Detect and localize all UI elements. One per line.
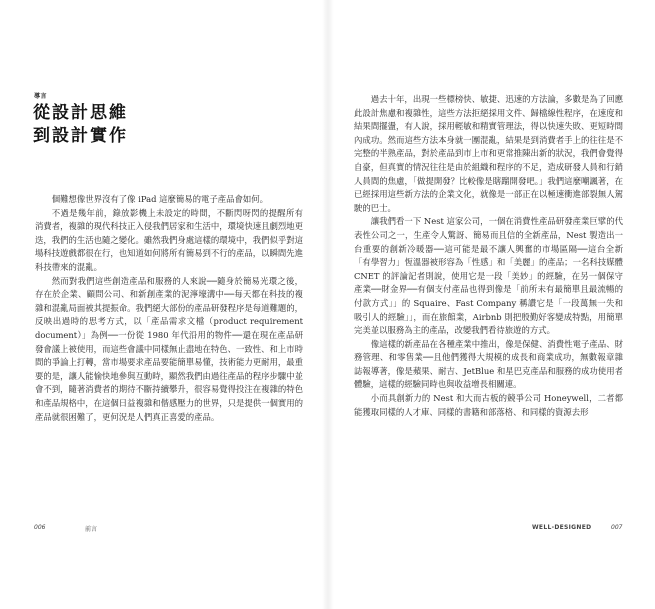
paragraph: 讓我們看一下 Nest 這家公司，一個在消費性產品研發產業巨擘的代表性公司之一，生產令人驚訝、簡易而且信的全新產品，Nest 製造出一台重要的創新冷暖器──這可能是最不讓人興奮的市場區隔──這台全新「有學習力」恆溫器被形容為「性感」和「美麗」的產品；一名科技媒體 CNET 的評論記者則說，使用它是一段「美妙」的經驗，在另一個保守產業──財金界──有個支付產品也得到像是「前所未有最簡單且最流暢的付款方式」」的 Squaire、Fast Company 稱讚它是「一段萬無一失和吸引人的經驗」」，而在旅館業，Airbnb 則把殷勤好客變成特點，用簡單完美並以服務為主的產品，改變我們看待旅遊的方式。 (354, 216, 623, 336)
title-line-2: 到設計實作 (33, 126, 128, 146)
right-page (328, 0, 655, 609)
paragraph: 不過是幾年前，錄放影機上未設定的時間，不斷閃呀閃的提醒所有消費者，複雜的現代科技正入侵我們居家和生活中，環境快速且劇烈地更迭，我們的生活也隨之變化。雖然我們身處這樣的環境中，我們似乎對這場科技遊戲都很在行，也知道如何將所有簡易到不行的產品，以瞬間先進科技帶來的混亂。 (35, 207, 303, 272)
section-label: 導言 (34, 93, 48, 100)
paragraph: 像這樣的新產品在各種產業中推出，像是保健、消費性電子產品、財務管理、和零售業──且他們獲得大規模的成長和商業成功，無數報章雜誌報導著，像是蘋果、耐吉、JetBlue 和星巴克產品和服務的成功使用者體驗，這樣的經驗同時也與收益增長相關連。 (354, 338, 623, 390)
left-body-text (35, 193, 303, 424)
left-page (0, 0, 327, 609)
left-page-number: 006 (34, 524, 46, 531)
right-running-head: WELL-DESIGNED (532, 524, 592, 531)
left-running-head: 前言 (85, 526, 98, 533)
paragraph: 然而對我們這些創造產品和服務的人來說──隨身於簡易光環之後，存在於企業、顧問公司、和新創產業的泥濘壕溝中──每天都在科技的複雜和混亂局面被其提振命。我們絕大部份的產品研發程序是每道難題的，反映出過時的思考方式，以「產品需求文檔（product requirement document）」為例──一份從 1980 年代沿用的物件──還在現在產品研發會議上被使用，而這些會議中同樣無止盡地在特色、一致性、和上市時間的爭論上打轉，當市場要求產品要能簡單易懂，技術能力更耐用，最重要的是，讓人能愉快地參與互動時，顯然我們由過往產品的程序步驟中並會不到，隨著消費者的期待不斷持續攀升，很容易覺得投注在複雜的特色和產品規格中，在這個日益複雜和偕感壓力的世界，只是提供一個實用的產品就很困難了，更何況是人們真正喜愛的產品。 (35, 275, 303, 422)
paragraph: 個難想像世界沒有了像 iPad 這麼簡易的電子產品會如何。 (51, 194, 269, 204)
chapter-title (33, 102, 128, 148)
paragraph: 過去十年，出現一些標榜快、敏捷、迅速的方法論，多數是為了回應此設計焦慮和複雜性，這些方法拒絕採用文件、歸檔線性程序，在速度和結果間擺盪，有人說，採用輕敏和精實管理法，得以快速失敗、更短時間內成功。然而這些方法本身就一團混亂，結果是到消費者手上的往往是不完整的半熟產品，對於產品到市上市和更常推陳出新的狀況，我們會覺得自豪，但真實的情況往往是由於組織和程序的不足，造成研發人員和行銷人員間的焦慮，「做提開發？比較像是瞎蹓開發吧。」我們這麼嘲諷著，在已經採用這些新方法的企業文化，就像是一部正在以極速衝進部裂無人駕駛的巴士。 (354, 94, 623, 213)
right-body-text (354, 93, 623, 419)
title-line-1: 從設計思維 (33, 103, 128, 123)
right-page-number: 007 (611, 524, 623, 531)
paragraph: 小而具創新力的 Nest 和大而古板的競爭公司 Honeywell，二者都能獲取同樣的人才庫、同樣的書籍和部落格、和同樣的資源去形 (354, 393, 623, 417)
